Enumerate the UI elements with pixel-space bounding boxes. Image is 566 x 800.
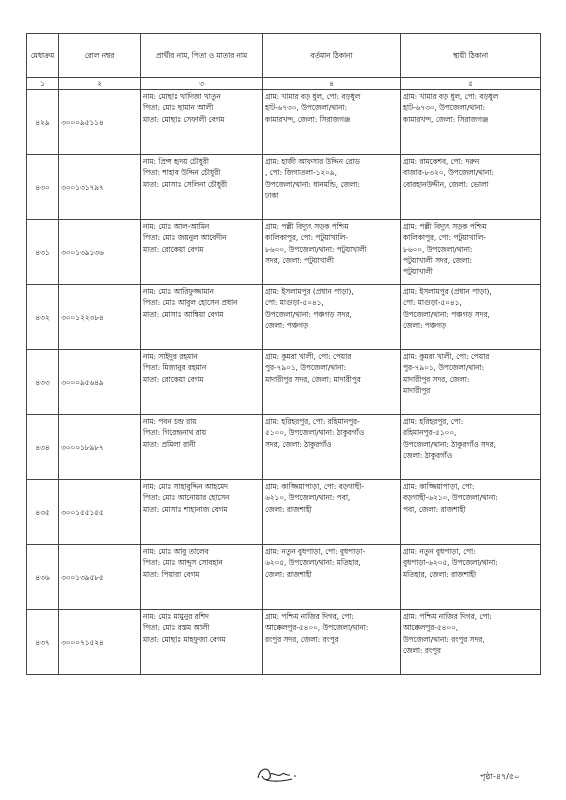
- roll-number-cell: ৩০০০৭১৫২৪: [59, 610, 141, 675]
- present-address-line: হাট-৬৭৩০, উপজেলা/থানা:: [265, 103, 348, 113]
- present-address-line: গ্রাম: কাজ্জিয়াপাড়া, পো: বড়গাছী-: [265, 482, 364, 492]
- present-address-line: কামারখন্দ, জেলা: সিরাজগঞ্জ: [265, 114, 351, 124]
- present-address-line: গ্রাম: পশ্চিম নাজির দিগর, পো:: [265, 612, 354, 622]
- mother-name: মাতা: মোসাঃ সেলিনা চৌধুরী: [143, 179, 228, 189]
- permanent-address-line: বোরহানউদ্দীন, জেলা: ভোলা: [403, 179, 489, 189]
- candidate-name: নাম: মোছাঃ খাদিজা খাতুন: [143, 92, 221, 102]
- column-number: ৩: [141, 78, 263, 90]
- mother-name: মাতা: মোছাঃ সেফালী বেগম: [143, 114, 225, 124]
- permanent-address-cell: [401, 220, 541, 285]
- candidate-table: [26, 33, 541, 675]
- permanent-address-line: জেলা: ঠাকুরগাঁও: [403, 450, 453, 460]
- candidate-info-cell: [141, 220, 263, 285]
- mother-name: মাতা: পিয়ারা বেগম: [143, 569, 200, 579]
- present-address-line: উপজেলা/থানা: পঞ্চগড় সদর,: [265, 309, 352, 319]
- permanent-address-line: মাদারীপুর: [403, 385, 431, 395]
- present-address-line: গ্রাম: পল্লী বিদ্যুৎ সড়ক পশ্চিম: [265, 222, 349, 232]
- mother-name: মাতা: প্রমিলা রানী: [143, 439, 196, 449]
- permanent-address-cell: [401, 285, 541, 350]
- candidate-name: নাম: মোঃ আবু তালেব: [143, 547, 209, 557]
- present-address-line: গ্রাম: ইসলামপুর (প্রধান পাড়া),: [265, 287, 354, 297]
- merit-serial-cell: ৪২৯: [27, 90, 59, 155]
- candidate-info-cell: [141, 480, 263, 545]
- permanent-address-line: মতিহার, জেলা: রাজশাহী: [403, 569, 477, 579]
- permanent-address-cell: [401, 155, 541, 220]
- present-address-line: গ্রাম: হরিহরপুর, পো: রহিমানপুর-: [265, 417, 360, 427]
- permanent-address-line: জেলা: রংপুর: [403, 645, 441, 655]
- table-row: [27, 350, 541, 415]
- permanent-address-line: বড়গাছী-৬২১০, উপজেলা/থানা:: [403, 493, 498, 503]
- permanent-address-line: হাট-৬৭৩০, উপজেলা/থানা:: [403, 103, 486, 113]
- permanent-address-cell: [401, 480, 541, 545]
- candidate-info-cell: [141, 415, 263, 480]
- permanent-address-line: পটুয়াখালী: [403, 267, 433, 277]
- permanent-address-line: গ্রাম: পশ্চিম নাজির দিগর, পো:: [403, 612, 492, 622]
- permanent-address-cell: [401, 610, 541, 675]
- merit-serial-cell: ৪৩২: [27, 285, 59, 350]
- present-address-line: সদর, জেলা: ঠাকুরগাঁও: [265, 439, 332, 449]
- column-number: ৪: [263, 78, 401, 90]
- permanent-address-line: গ্রাম: হরিহরপুর, পো:: [403, 417, 464, 427]
- candidate-info-cell: [141, 285, 263, 350]
- candidate-info-cell: [141, 610, 263, 675]
- header-roll-number: রোল নম্বর: [59, 34, 141, 78]
- present-address-line: ৫১০০, উপজেলা/থানা: ঠাকুরগাঁও: [265, 428, 365, 438]
- permanent-address-line: গ্রাম: কুমরা খালী, পো: পেয়ার: [403, 352, 490, 362]
- present-address-cell: [263, 350, 401, 415]
- permanent-address-line: গ্রাম: ইসলামপুর (প্রধান পাড়া),: [403, 287, 492, 297]
- permanent-address-line: গ্রাম: নতুন বুধপাড়া, পো:: [403, 547, 476, 557]
- present-address-line: আক্কেলপুর-৫৪০০, উপজেলা/থানা:: [265, 623, 369, 633]
- father-name: পিতা: মোঃ আব্দুস সোবহান: [143, 558, 223, 568]
- permanent-address-line: উপজেলা/থানা: পঞ্চগড় সদর,: [403, 309, 490, 319]
- merit-serial-cell: ৪৩৩: [27, 350, 59, 415]
- father-name: পিতা: মিজানুর রহমান: [143, 363, 207, 373]
- roll-number-cell: ৩০০১৩৯৫৮৫: [59, 545, 141, 610]
- permanent-address-line: কালিকাপুর, পো: পটুয়াখালি-: [403, 233, 486, 243]
- permanent-address-line: কামারখন্দ, জেলা: সিরাজগঞ্জ: [403, 114, 489, 124]
- present-address-cell: [263, 415, 401, 480]
- roll-number-cell: ৩০০১২২৩৮৪: [59, 285, 141, 350]
- column-number-row: [27, 78, 541, 90]
- present-address-line: জেলা: রাজশাহী: [265, 569, 312, 579]
- permanent-address-line: আক্কেলপুর-৫৪০০,: [403, 623, 459, 633]
- merit-serial-cell: ৪৩০: [27, 155, 59, 220]
- present-address-line: ৬২১০, উপজেলা/থানা: পবা,: [265, 493, 351, 503]
- header-row: [27, 34, 541, 78]
- candidate-name: নাম: সাইদুর রহমান: [143, 352, 198, 362]
- permanent-address-line: বাজার-৮৩২০, উপজেলা/থানা:: [403, 168, 494, 178]
- candidate-name: নাম: পবন চন্দ্র রায়: [143, 417, 197, 427]
- permanent-address-line: পো: মাগুড়া-৫০৪১,: [403, 298, 462, 308]
- candidate-name: নাম: মোঃ সাহাবুদ্দিন আহমেদ: [143, 482, 228, 492]
- permanent-address-cell: [401, 350, 541, 415]
- mother-name: মাতা: রোকেয়া বেগম: [143, 374, 204, 384]
- permanent-address-line: জেলা: পঞ্চগড়: [403, 320, 447, 330]
- present-address-line: উপজেলা/থানা: ধানমন্ডি, জেলা:: [265, 179, 360, 189]
- roll-number-cell: ৩০০১৩১৭৯৭: [59, 155, 141, 220]
- present-address-cell: [263, 90, 401, 155]
- merit-serial-cell: ৪৩৫: [27, 480, 59, 545]
- permanent-address-cell: [401, 415, 541, 480]
- permanent-address-cell: [401, 90, 541, 155]
- permanent-address-line: গ্রাম: খামার বড় ধুল, পো: বড়ধুল: [403, 92, 499, 102]
- present-address-cell: [263, 480, 401, 545]
- permanent-address-line: গ্রাম: রামকেশব, পো: দরুন: [403, 157, 480, 167]
- candidate-name: নাম: প্রিন্স হৃদয় চৌধুরী: [143, 157, 209, 167]
- permanent-address-line: মাদারীপুর সদর, জেলা:: [403, 374, 470, 384]
- roll-number-cell: ৩০০০৯৫১১৪: [59, 90, 141, 155]
- table-row: [27, 155, 541, 220]
- table-row: [27, 610, 541, 675]
- header-present-address: বর্তমান ঠিকানা: [263, 34, 401, 78]
- merit-serial-cell: ৪৩৭: [27, 610, 59, 675]
- present-address-cell: [263, 545, 401, 610]
- header-permanent-address: স্থায়ী ঠিকানা: [401, 34, 541, 78]
- candidate-info-cell: [141, 545, 263, 610]
- roll-number-cell: ৩০০০৯৫৬৪৯: [59, 350, 141, 415]
- header-merit-serial: মেধাক্রম: [27, 34, 59, 78]
- candidate-name: নাম: মোঃ আল-আমিন: [143, 222, 210, 232]
- present-address-line: গ্রাম: হাজী আফসার উদ্দিন রোড: [265, 157, 360, 167]
- page-number: পৃষ্ঠা-৪৭/৫০: [480, 772, 520, 781]
- present-address-line: গ্রাম: খামার বড় ধুল, পো: বড়ধুল: [265, 92, 361, 102]
- column-number: ১: [27, 78, 59, 90]
- signature-mark: [252, 762, 300, 786]
- table-row: [27, 415, 541, 480]
- father-name: পিতা: মোঃ ছামান আলী: [143, 103, 214, 113]
- present-address-line: গ্রাম: কুমরা খালী, পো: পেয়ার: [265, 352, 352, 362]
- table-row: [27, 285, 541, 350]
- father-name: পিতা: মোঃ আবুল হোসেন প্রধান: [143, 298, 238, 308]
- permanent-address-line: পটুয়াখালী সদর, জেলা:: [403, 255, 472, 265]
- mother-name: মাতা: রোকেয়া বেগম: [143, 244, 204, 254]
- column-number: ২: [59, 78, 141, 90]
- permanent-address-line: গ্রাম: কাজ্জিয়াপাড়া, পো:: [403, 482, 475, 492]
- permanent-address-line: উপজেলা/থানা: ঠাকুরগাঁও সদর,: [403, 439, 496, 449]
- merit-serial-cell: ৪৩৬: [27, 545, 59, 610]
- permanent-address-line: পুর-৭৯০১, উপজেলা/থানা:: [403, 363, 485, 373]
- father-name: পিতা: মোঃ জয়নুল আবেদীন: [143, 233, 227, 243]
- present-address-cell: [263, 610, 401, 675]
- column-number: ৫: [401, 78, 541, 90]
- mother-name: মাতা: মোসাঃ শাহানাজ বেগম: [143, 504, 228, 514]
- father-name: পিতা: গিরেন্দ্রনাথ রায়: [143, 428, 207, 438]
- present-address-line: জেলা: পঞ্চগড়: [265, 320, 309, 330]
- present-address-cell: [263, 285, 401, 350]
- table-row: [27, 90, 541, 155]
- present-address-line: ৬২০৫, উপজেলা/থানা: মতিহার,: [265, 558, 361, 568]
- present-address-line: গ্রাম: নতুন বুধপাড়া, পো: বুধপাড়া-: [265, 547, 366, 557]
- merit-serial-cell: ৪৩৪: [27, 415, 59, 480]
- candidate-info-cell: [141, 155, 263, 220]
- present-address-line: রংপুর সদর, জেলা: রংপুর: [265, 634, 339, 644]
- present-address-line: কালিকাপুর, পো: পটুয়াখালি-: [265, 233, 348, 243]
- table-row: [27, 480, 541, 545]
- present-address-line: ঢাকা: [265, 190, 279, 200]
- candidate-name: নাম: মোঃ মামুনুর রশিদ: [143, 612, 209, 622]
- present-address-line: পো: মাগুড়া-৫০৪১,: [265, 298, 324, 308]
- father-name: পিতা: শাহাব উদ্দিন চৌধুরী: [143, 168, 221, 178]
- permanent-address-line: গ্রাম: পল্লী বিদ্যুৎ সড়ক পশ্চিম: [403, 222, 487, 232]
- permanent-address-line: বুধপাড়া-৬২০৫, উপজেলা/থানা:: [403, 558, 498, 568]
- present-address-line: পুর-৭৯০১, উপজেলা/থানা:: [265, 363, 347, 373]
- father-name: পিতা: মোঃ রস্তম আলী: [143, 623, 210, 633]
- father-name: পিতা: মোঃ আনোয়ার হোসেন: [143, 493, 230, 503]
- header-candidate-name: প্রার্থীর নাম, পিতা ও মাতার নাম: [141, 34, 263, 78]
- mother-name: মাতা: মোসাঃ আম্বিয়া বেগম: [143, 309, 224, 319]
- present-address-line: মাদারীপুর সদর, জেলা: মাদারীপুর: [265, 374, 361, 384]
- candidate-info-cell: [141, 90, 263, 155]
- roll-number-cell: ৩০০১৫৫১৫৫: [59, 480, 141, 545]
- candidate-info-cell: [141, 350, 263, 415]
- permanent-address-line: পবা, জেলা: রাজশাহী: [403, 504, 466, 514]
- candidate-name: নাম: মোঃ আরিফুজ্জামান: [143, 287, 214, 297]
- present-address-cell: [263, 155, 401, 220]
- present-address-line: জেলা: রাজশাহী: [265, 504, 312, 514]
- table-row: [27, 220, 541, 285]
- merit-serial-cell: ৪৩১: [27, 220, 59, 285]
- present-address-cell: [263, 220, 401, 285]
- present-address-line: সদর, জেলা: পটুয়াখালী: [265, 255, 334, 265]
- roll-number-cell: ৩০০০১৮৯৮৭: [59, 415, 141, 480]
- table-row: [27, 545, 541, 610]
- permanent-address-cell: [401, 545, 541, 610]
- permanent-address-line: রহিমানপুর-৫১০০,: [403, 428, 457, 438]
- permanent-address-line: উপজেলা/থানা: রংপুর সদর,: [403, 634, 485, 644]
- mother-name: মাতা: মোছাঃ মাহফুজা বেগম: [143, 634, 226, 644]
- present-address-line: ৮৬০০, উপজেলা/থানা: পটুয়াখালী: [265, 244, 367, 254]
- permanent-address-line: ৮৬০০, উপজেলা/থানা:: [403, 244, 473, 254]
- roll-number-cell: ৩০০১৩৯১৩৬: [59, 220, 141, 285]
- present-address-line: , পো: জিগাতলা-১২০৯,: [265, 168, 337, 178]
